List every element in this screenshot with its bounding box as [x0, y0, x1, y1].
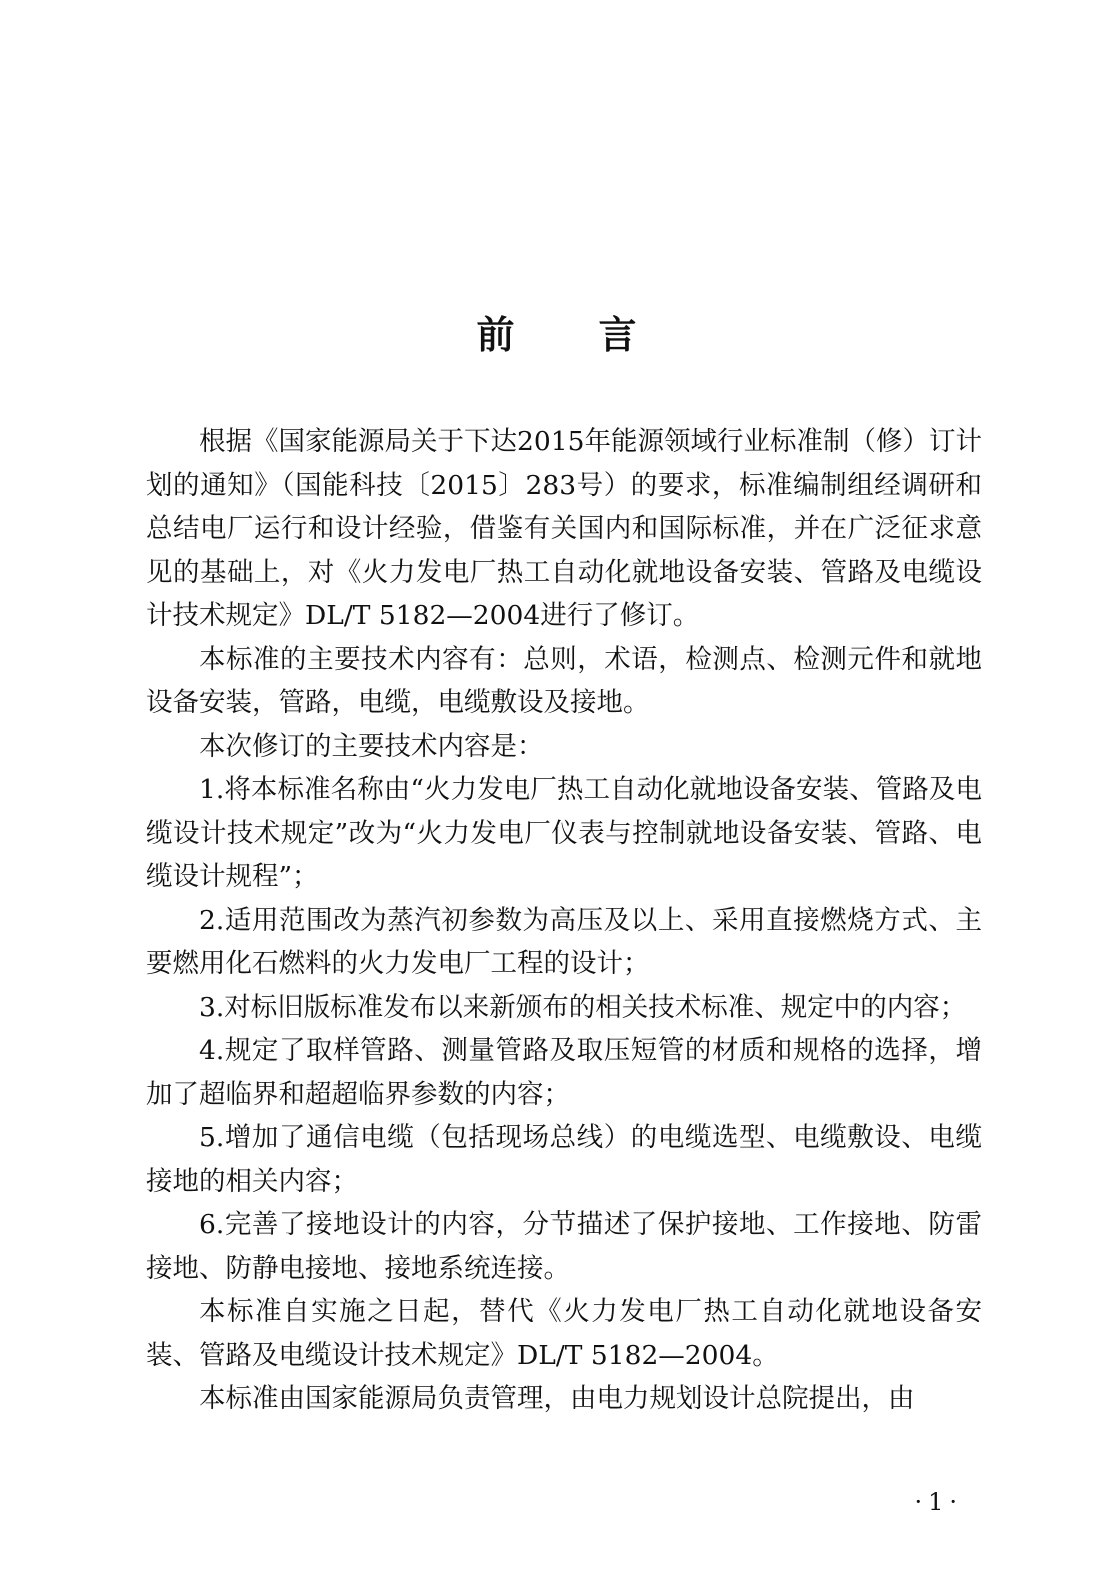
paragraph: 4.规定了取样管路、测量管路及取压短管的材质和规格的选择，增加了超临界和超超临界参数的内容； [146, 1035, 982, 1110]
paragraph: 根据《国家能源局关于下达2015年能源领域行业标准制（修）订计划的通知》（国能科技〔2015〕283号）的要求，标准编制组经调研和总结电厂运行和设计经验，借鉴有关国内和国际标准，并在广泛征求意见的基础上，对《火力发电厂热工自动化就地设备安装、管路及电缆设计技术规定》DL/T 5182—2004进行了修订。 [146, 426, 982, 631]
page-title: 前言 [476, 313, 721, 358]
paragraph: 本标准的主要技术内容有：总则，术语，检测点、检测元件和就地设备安装，管路，电缆，电缆敷设及接地。 [146, 643, 982, 718]
paragraph: 1.将本标准名称由“火力发电厂热工自动化就地设备安装、管路及电缆设计技术规定”改为“火力发电厂仪表与控制就地设备安装、管路、电缆设计规程”； [146, 774, 982, 892]
page-number: ·1· [914, 1488, 963, 1516]
paragraph: 6.完善了接地设计的内容，分节描述了保护接地、工作接地、防雷接地、防静电接地、接地系统连接。 [146, 1209, 982, 1284]
paragraph: 2.适用范围改为蒸汽初参数为高压及以上、采用直接燃烧方式、主要燃用化石燃料的火力发电厂工程的设计； [146, 904, 982, 979]
paragraph: 5.增加了通信电缆（包括现场总线）的电缆选型、电缆敷设、电缆接地的相关内容； [146, 1122, 982, 1197]
body-text [146, 420, 982, 1421]
paragraph: 本标准由国家能源局负责管理，由电力规划设计总院提出，由 [199, 1383, 915, 1414]
paragraph: 3.对标旧版标准发布以来新颁布的相关技术标准、规定中的内容； [199, 991, 967, 1023]
paragraph: 本次修订的主要技术内容是： [199, 730, 544, 762]
paragraph: 本标准自实施之日起，替代《火力发电厂热工自动化就地设备安装、管路及电缆设计技术规定》DL/T 5182—2004。 [146, 1296, 982, 1371]
